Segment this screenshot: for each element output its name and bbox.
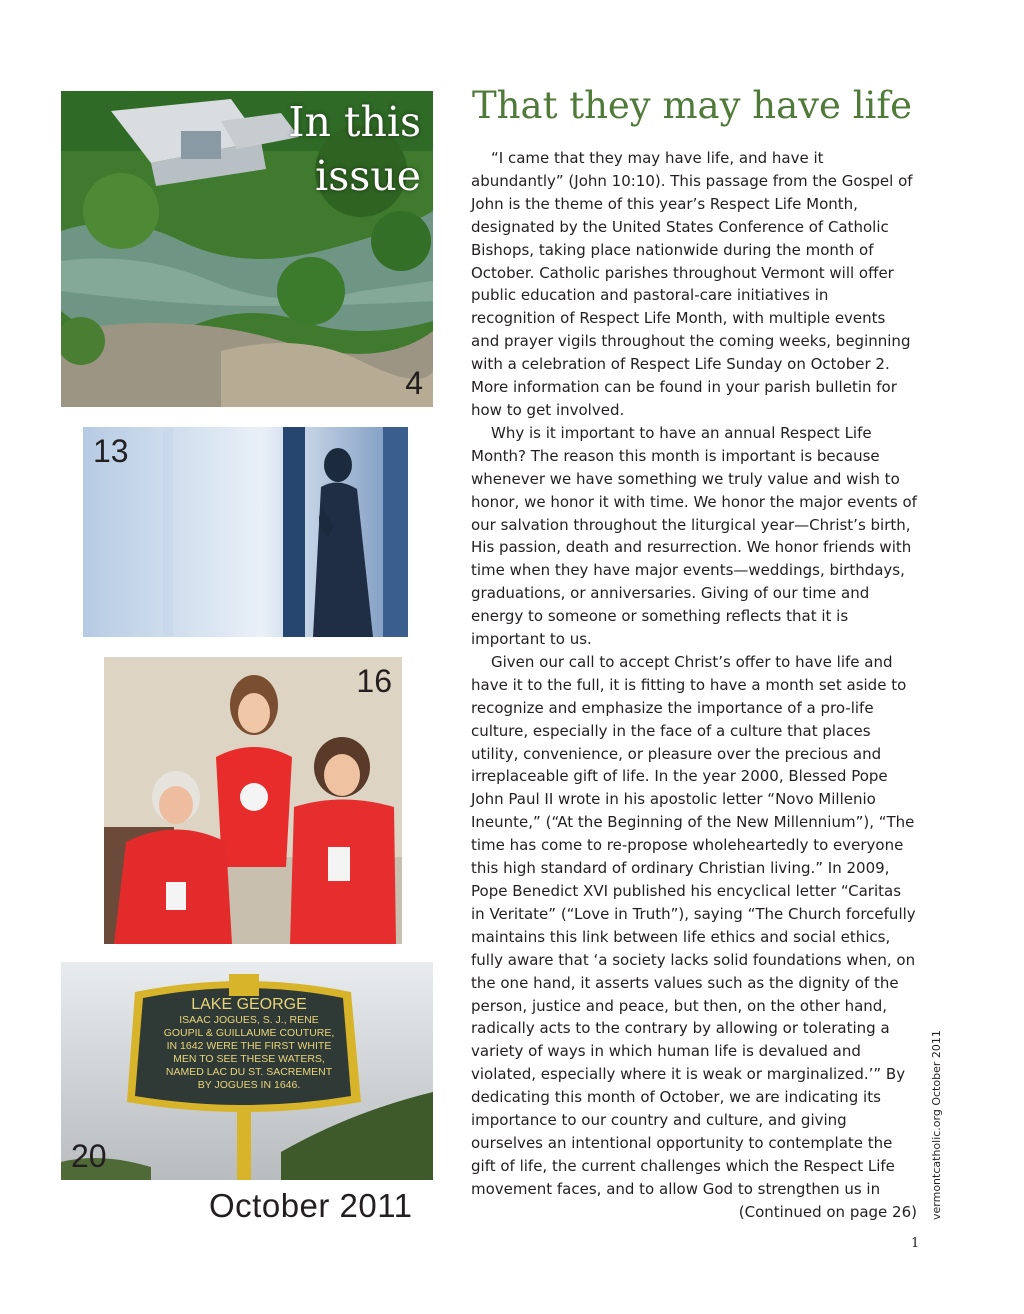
photo-silhouette-window <box>83 427 408 637</box>
article-paragraph: “I came that they may have life, and have it abundantly” (John 10:10). This passage from the Gospel of John is the theme of this year’s Respect Life Month, designated by the United States Conference of Catholic Bishops, taking place nationwide during the month of October. Catholic parishes throughout Vermont will offer public education and pastoral-care initiatives in recognition of Respect Life Month, with multiple events and prayer vigils throughout the coming weeks, beginning with a celebration of Respect Life Sunday on October 2. More information can be found in your parish bulletin for how to get involved. <box>471 149 913 419</box>
vertical-footer-text: vermontcatholic.org October 2011 <box>930 1030 943 1220</box>
article-paragraph: Why is it important to have an annual Respect Life Month? The reason this month is important is because whenever we have something we truly value and wish to honor, we honor it with time. We honor the major events of our salvation throughout the liturgical year—Christ’s birth, His passion, death and resurrection. We honor friends with time when they have major events—weddings, birthdays, graduations, or anniversaries. Giving of our time and energy to someone or something reflects that it is important to us. <box>471 423 917 649</box>
page-ref-13: 13 <box>93 433 129 469</box>
sign-line: GOUPIL & GUILLAUME COUTURE, <box>163 1027 335 1039</box>
sign-line: NAMED LAC DU ST. SACREMENT <box>165 1066 333 1078</box>
sign-text <box>143 996 355 1092</box>
sign-line: IN 1642 WERE THE FIRST WHITE <box>166 1040 332 1052</box>
sign-title: LAKE GEORGE <box>191 996 307 1013</box>
article-headline: That they may have life <box>472 84 912 127</box>
issue-title-line2: issue <box>315 152 421 200</box>
sign-line: BY JOGUES IN 1646. <box>197 1079 301 1091</box>
article-paragraph: Given our call to accept Christ’s offer to have life and have it to the full, it is fitting to have a month set aside to recognize and emphasize the importance of a pro-life culture, especially in the face of a culture that places utility, convenience, or pleasure over the precious and irreplaceable gift of life. In the year 2000, Blessed Pope John Paul II wrote in his apostolic letter “Novo Millenio Ineunte,” (“At the Beginning of the New Millennium”), “The time has come to re-propose wholeheartedly to everyone this high standard of ordinary Christian living.” In 2009, Pope Benedict XVI published his encyclical letter “Caritas in Veritate” (“Love in Truth”), saying “The Church forcefully maintains this link between life ethics and social ethics, fully aware that ‘a society lacks solid foundations when, on the one hand, it asserts values such as the dignity of the person, justice and peace, but then, on the other hand, radically acts to the contrary by allowing or tolerating a variety of ways in which human life is devalued and violated, especially where it is weak or marginalized.’” By dedicating this month of October, we are indicating its importance to our country and culture, and giving ourselves an intentional opportunity to contemplate the gift of life, the current challenges which the Respect Life movement faces, and to allow God to strengthen us in <box>471 652 916 1198</box>
page-ref-4: 4 <box>405 365 423 401</box>
page-ref-16: 16 <box>356 663 392 699</box>
sign-line: ISAAC JOGUES, S. J., RENE <box>179 1014 319 1026</box>
photo-flood-aerial <box>61 91 433 407</box>
page-number: 1 <box>911 1236 920 1251</box>
sign-line: MEN TO SEE THESE WATERS, <box>173 1053 325 1065</box>
in-this-issue-title <box>288 95 421 203</box>
page-ref-20: 20 <box>71 1138 107 1174</box>
article-body <box>471 147 917 1224</box>
issue-title-line1: In this <box>288 98 421 146</box>
continued-note: (Continued on page 26) <box>738 1202 917 1221</box>
photo-lake-george-sign <box>61 962 433 1180</box>
photo-three-women <box>104 657 402 944</box>
issue-date: October 2011 <box>209 1187 413 1224</box>
silhouette-image <box>83 427 408 637</box>
three-women-image <box>104 657 402 944</box>
